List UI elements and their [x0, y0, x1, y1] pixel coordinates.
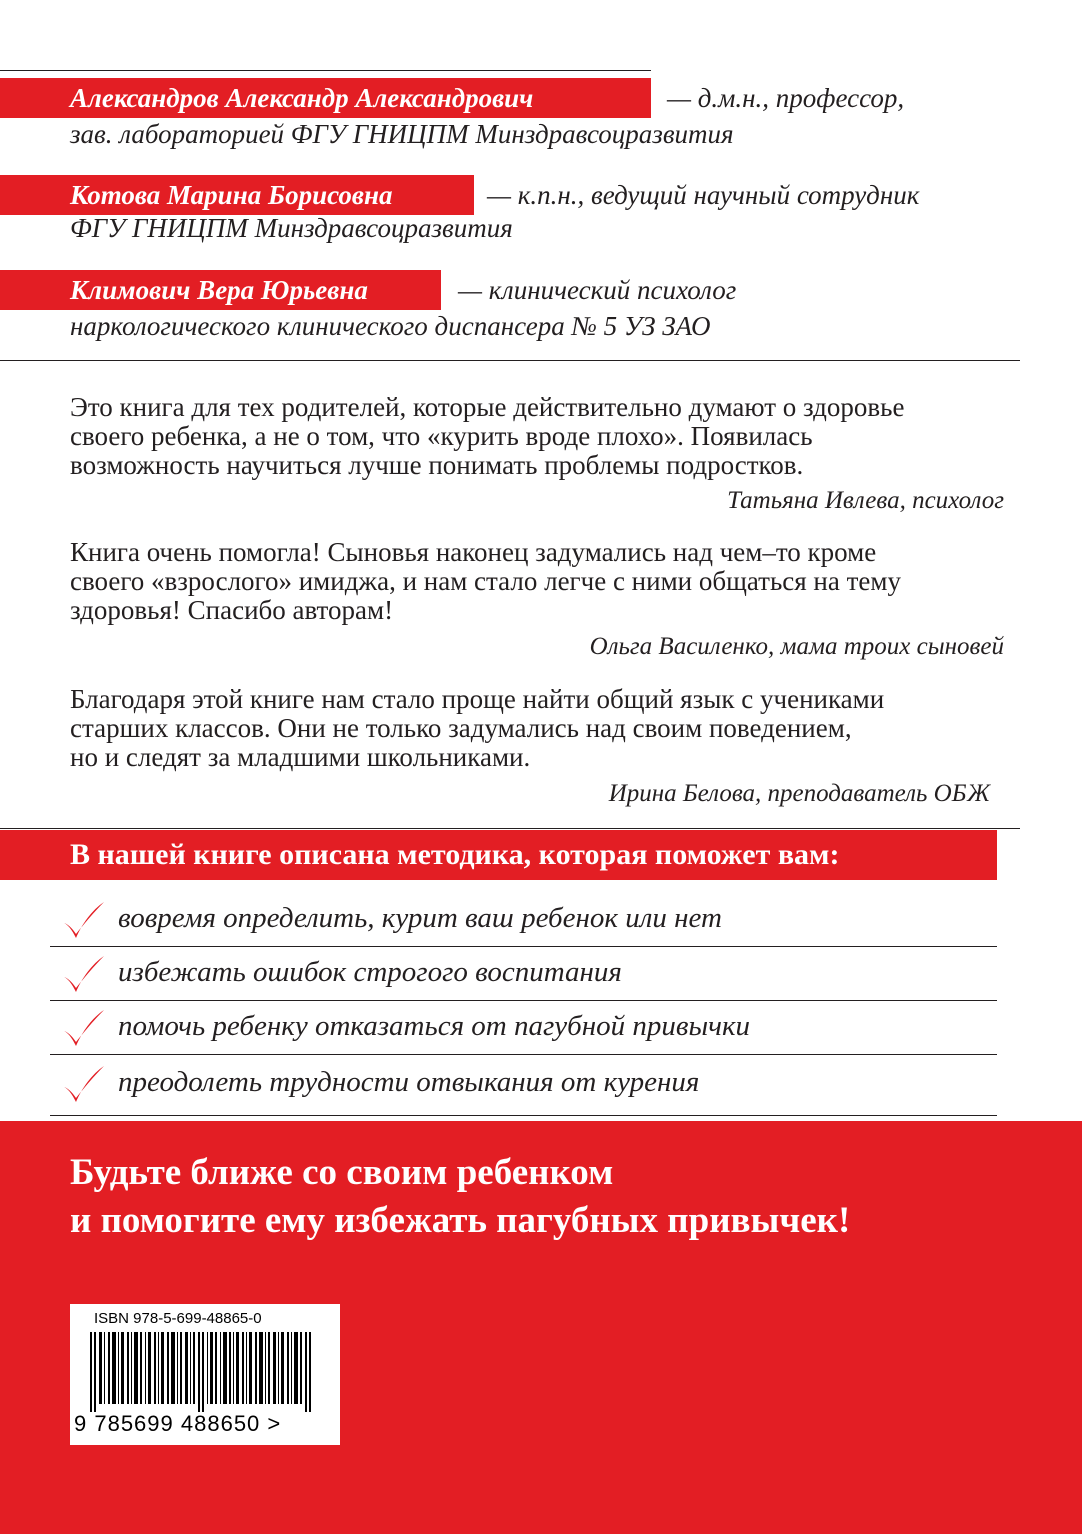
- barcode-bars: [90, 1332, 322, 1412]
- checklist-label: избежать ошибок строгого воспитания: [118, 956, 622, 988]
- author-role-line1: — клинический психолог: [458, 275, 737, 305]
- checkmark-icon: [58, 952, 108, 996]
- checklist-item: [0, 1004, 1000, 1058]
- checklist-item: [0, 896, 1000, 950]
- ean-digits: 9 785699 488650 >: [74, 1411, 282, 1436]
- checklist-separator: [50, 1115, 997, 1116]
- author-role-line2: зав. лабораторией ФГУ ГНИЦПМ Минздравсоцразвития: [70, 119, 734, 149]
- author-role-line1: — д.м.н., профессор,: [667, 83, 905, 113]
- slogan-panel: [0, 1121, 1082, 1534]
- review-1-text: Это книга для тех родителей, которые действительно думают о здоровье своего ребенка, а не о том, что «курить вроде плохо». Появилась возможность научиться лучше понимать проблемы подростков.: [70, 392, 905, 480]
- checklist-item: [0, 1060, 1000, 1114]
- checklist-separator: [50, 1000, 997, 1001]
- slogan: [70, 1149, 850, 1245]
- slogan-line-2: и помогите ему избежать пагубных привычек!: [70, 1200, 851, 1241]
- checklist-separator: [50, 946, 997, 947]
- top-rule: [0, 70, 651, 71]
- checklist-label: вовремя определить, курит ваш ребенок или нет: [118, 902, 722, 934]
- checklist-item: [0, 950, 1000, 1004]
- review-2-signature: Ольга Василенко, мама троих сыновей: [589, 633, 1004, 660]
- checklist-label: преодолеть трудности отвыкания от курения: [118, 1066, 700, 1098]
- isbn-label: ISBN 978-5-699-48865-0: [94, 1310, 262, 1327]
- authors-bottom-rule: [0, 360, 1020, 361]
- author-role-line1: — к.п.н., ведущий научный сотрудник: [487, 180, 920, 210]
- checkmark-icon: [58, 1062, 108, 1106]
- checklist-separator: [50, 1054, 997, 1055]
- checklist-label: помочь ребенку отказаться от пагубной привычки: [118, 1010, 751, 1042]
- author-name: Котова Марина Борисовна: [70, 180, 393, 210]
- author-name: Климович Вера Юрьевна: [70, 275, 368, 305]
- author-role-line2: ФГУ ГНИЦПМ Минздравсоцразвития: [70, 213, 513, 243]
- checkmark-icon: [58, 1006, 108, 1050]
- method-top-rule: [0, 828, 1020, 829]
- method-title: В нашей книге описана методика, которая поможет вам:: [70, 838, 840, 871]
- author-name: Александров Александр Александрович: [70, 83, 534, 113]
- review-3-signature: Ирина Белова, преподаватель ОБЖ: [608, 780, 990, 807]
- review-2-text: Книга очень помогла! Сыновья наконец задумались над чем–то кроме своего «взрослого» имиджа, и нам стало легче с ними общаться на тему здоровья! Спасибо авторам!: [70, 537, 901, 625]
- barcode: [70, 1304, 340, 1445]
- author-role-line2: наркологического клинического диспансера № 5 УЗ ЗАО: [70, 311, 711, 341]
- review-1-signature: Татьяна Ивлева, психолог: [727, 487, 1004, 514]
- checkmark-icon: [58, 898, 108, 942]
- slogan-line-1: Будьте ближе со своим ребенком: [70, 1152, 614, 1193]
- review-3-text: Благодаря этой книге нам стало проще найти общий язык с учениками старших классов. Они не только задумались над своим поведением, но и следят за младшими школьниками.: [70, 684, 885, 772]
